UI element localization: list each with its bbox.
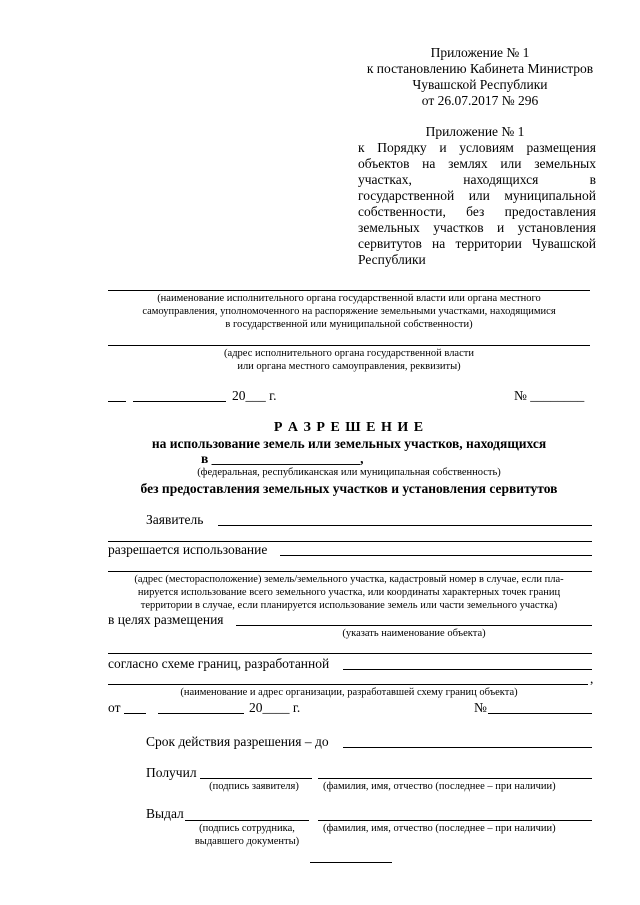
ownership-caption: (федеральная, республиканская или муниципальная собственность) bbox=[197, 467, 501, 478]
scheme-caption: (наименование и адрес организации, разработавшей схему границ объекта) bbox=[180, 687, 518, 698]
from-year: 20____ г. bbox=[249, 700, 301, 715]
appendix-date: от 26.07.2017 № 296 bbox=[421, 93, 539, 108]
scheme-label: согласно схеме границ, разработанной bbox=[108, 656, 330, 671]
location-caption: (адрес (месторасположение) земель/земельного участка, кадастровый номер в случае, если пла- нируется использование всего земельного участка, или координаты характерных точек границ территории в случае, если планируется использование земель или части земельного участка) bbox=[134, 574, 564, 611]
appendix-line2: к постановлению Кабинета Министров bbox=[366, 61, 594, 76]
applicant-label: Заявитель bbox=[146, 512, 204, 527]
title-line2: в ______________________, bbox=[201, 451, 364, 466]
authority-caption: (наименование исполнительного органа государственной власти или органа местного самоуправления, уполномоченного на распоряжение земельными участками, находящимися в государственной или муниципальной собственности) bbox=[142, 293, 556, 330]
date-month-line[interactable] bbox=[133, 401, 226, 402]
procedure-appendix-title: Приложение № 1 bbox=[425, 124, 525, 139]
appendix-header bbox=[350, 45, 610, 109]
issued-name-field[interactable] bbox=[318, 820, 592, 821]
purpose-label: в целях размещения bbox=[108, 612, 224, 627]
from-number-label: № bbox=[474, 700, 487, 715]
date-day-line[interactable] bbox=[108, 401, 126, 402]
permit-number: № ________ bbox=[514, 388, 585, 403]
appendix-title: Приложение № 1 bbox=[430, 45, 530, 60]
issued-label: Выдал bbox=[146, 806, 184, 821]
issued-name-caption: (фамилия, имя, отчество (последнее – при наличии) bbox=[323, 823, 556, 834]
received-name-field[interactable] bbox=[318, 778, 592, 779]
appendix-line3: Чувашской Республики bbox=[412, 77, 548, 92]
authority-address-caption: (адрес исполнительного органа государственной власти или органа местного самоуправления, реквизиты) bbox=[224, 348, 474, 372]
purpose-caption: (указать наименование объекта) bbox=[342, 628, 486, 639]
from-day-field[interactable] bbox=[124, 713, 146, 714]
validity-label: Срок действия разрешения – до bbox=[146, 734, 329, 749]
received-name-caption: (фамилия, имя, отчество (последнее – при наличии) bbox=[323, 781, 556, 792]
from-number-field[interactable] bbox=[488, 713, 592, 714]
received-label: Получил bbox=[146, 765, 197, 780]
received-signature-field[interactable] bbox=[200, 778, 312, 779]
authority-name-line[interactable] bbox=[108, 290, 590, 291]
document-title: Р А З Р Е Ш Е Н И Е bbox=[273, 420, 425, 435]
issued-signature-field[interactable] bbox=[185, 820, 309, 821]
applicant-field[interactable] bbox=[218, 525, 592, 526]
authority-address-line[interactable] bbox=[108, 345, 590, 346]
title-line1: на использование земель или земельных участков, находящихся bbox=[151, 436, 547, 451]
scheme-field[interactable] bbox=[343, 669, 592, 670]
from-label: от bbox=[108, 700, 121, 715]
scheme-comma: , bbox=[590, 671, 594, 686]
use-permitted-label: разрешается использование bbox=[108, 542, 268, 557]
location-field[interactable] bbox=[108, 571, 592, 572]
from-month-field[interactable] bbox=[158, 713, 244, 714]
date-year: 20___ г. bbox=[232, 388, 277, 403]
received-signature-caption: (подпись заявителя) bbox=[209, 781, 299, 792]
purpose-field-cont[interactable] bbox=[108, 653, 592, 654]
footer-separator bbox=[310, 862, 392, 863]
procedure-appendix-text: к Порядку и условиям размещения объектов на землях или земельных участках, находящихся в государственной или муниципальной собственности, без предоставления земельных участков и установления сервитутов на территории Чувашской Республики bbox=[358, 140, 596, 267]
scheme-field-cont[interactable] bbox=[108, 684, 588, 685]
title-line3: без предоставления земельных участков и установления сервитутов bbox=[140, 481, 558, 496]
issued-signature-caption: (подпись сотрудника, выдавшего документы) bbox=[194, 823, 300, 847]
purpose-field[interactable] bbox=[236, 625, 592, 626]
use-permitted-field[interactable] bbox=[280, 555, 592, 556]
validity-field[interactable] bbox=[343, 747, 592, 748]
